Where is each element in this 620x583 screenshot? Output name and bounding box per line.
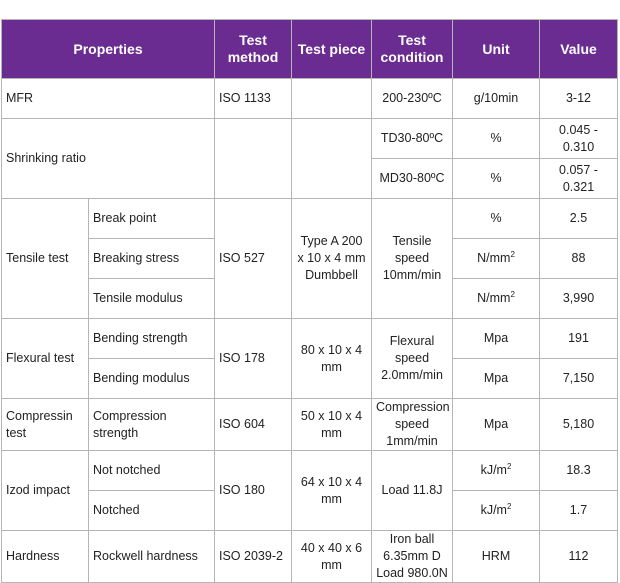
mfr-unit: g/10min bbox=[453, 79, 540, 119]
shrinking-method bbox=[215, 119, 292, 199]
flexural-modulus-value: 7,150 bbox=[540, 359, 618, 399]
izod-not-notched-label: Not notched bbox=[89, 451, 215, 491]
hardness-property: Hardness bbox=[2, 531, 89, 583]
tensile-modulus-value: 3,990 bbox=[540, 279, 618, 319]
header-unit: Unit bbox=[453, 20, 540, 79]
row-compression bbox=[2, 399, 618, 451]
tensile-piece: Type A 200 x 10 x 4 mm Dumbbell bbox=[292, 199, 372, 319]
shrinking-piece bbox=[292, 119, 372, 199]
tensile-stress-unit-base: N/mm bbox=[477, 251, 511, 265]
header-test-method: Test method bbox=[215, 20, 292, 79]
izod-notched-unit-exp: 2 bbox=[506, 501, 512, 511]
flexural-strength-unit: Mpa bbox=[453, 319, 540, 359]
row-izod-not-notched bbox=[2, 451, 618, 491]
flexural-strength-value: 191 bbox=[540, 319, 618, 359]
flexural-method: ISO 178 bbox=[215, 319, 292, 399]
tensile-break-value: 2.5 bbox=[540, 199, 618, 239]
tensile-stress-unit-exp: 2 bbox=[510, 249, 515, 259]
flexural-property: Flexural test bbox=[2, 319, 89, 399]
mfr-value: 3-12 bbox=[540, 79, 618, 119]
compression-condition: Compression speed 1mm/min bbox=[372, 399, 453, 451]
izod-not-notched-unit-exp: 2 bbox=[506, 461, 512, 471]
row-mfr bbox=[2, 79, 618, 119]
shrinking-md-condition: MD30-80ºC bbox=[372, 159, 453, 199]
izod-condition: Load 11.8J bbox=[372, 451, 453, 531]
compression-property: Compressin test bbox=[2, 399, 89, 451]
tensile-stress-label: Breaking stress bbox=[89, 239, 215, 279]
row-tensile-break bbox=[2, 199, 618, 239]
tensile-modulus-unit-base: N/mm bbox=[477, 291, 511, 305]
flexural-piece: 80 x 10 x 4 mm bbox=[292, 319, 372, 399]
izod-notched-unit-base: kJ/m bbox=[480, 503, 507, 517]
compression-method: ISO 604 bbox=[215, 399, 292, 451]
flexural-modulus-label: Bending modulus bbox=[89, 359, 215, 399]
row-hardness bbox=[2, 531, 618, 583]
tensile-property: Tensile test bbox=[2, 199, 89, 319]
tensile-modulus-label: Tensile modulus bbox=[89, 279, 215, 319]
row-shrinking-td bbox=[2, 119, 618, 159]
hardness-piece: 40 x 40 x 6 mm bbox=[292, 531, 372, 583]
izod-notched-value: 1.7 bbox=[540, 491, 618, 531]
izod-not-notched-unit-base: kJ/m bbox=[480, 463, 507, 477]
hardness-sub: Rockwell hardness bbox=[89, 531, 215, 583]
hardness-value: 112 bbox=[540, 531, 618, 583]
tensile-method: ISO 527 bbox=[215, 199, 292, 319]
mfr-property: MFR bbox=[2, 79, 215, 119]
hardness-method: ISO 2039-2 bbox=[215, 531, 292, 583]
tensile-break-label: Break point bbox=[89, 199, 215, 239]
tensile-modulus-unit bbox=[453, 279, 540, 319]
compression-piece: 50 x 10 x 4 mm bbox=[292, 399, 372, 451]
flexural-strength-label: Bending strength bbox=[89, 319, 215, 359]
compression-unit: Mpa bbox=[453, 399, 540, 451]
header-properties: Properties bbox=[2, 20, 215, 79]
properties-table bbox=[1, 19, 618, 583]
compression-sub: Compression strength bbox=[89, 399, 215, 451]
tensile-break-unit: % bbox=[453, 199, 540, 239]
header-row bbox=[2, 20, 618, 79]
shrinking-md-unit: % bbox=[453, 159, 540, 199]
header-test-piece: Test piece bbox=[292, 20, 372, 79]
mfr-method: ISO 1133 bbox=[215, 79, 292, 119]
row-flexural-strength bbox=[2, 319, 618, 359]
shrinking-td-condition: TD30-80ºC bbox=[372, 119, 453, 159]
hardness-unit: HRM bbox=[453, 531, 540, 583]
izod-piece: 64 x 10 x 4 mm bbox=[292, 451, 372, 531]
izod-method: ISO 180 bbox=[215, 451, 292, 531]
flexural-modulus-unit: Mpa bbox=[453, 359, 540, 399]
flexural-condition: Flexural speed 2.0mm/min bbox=[372, 319, 453, 399]
izod-not-notched-unit bbox=[453, 451, 540, 491]
header-test-condition: Test condition bbox=[372, 20, 453, 79]
tensile-modulus-unit-exp: 2 bbox=[510, 289, 515, 299]
header-value: Value bbox=[540, 20, 618, 79]
shrinking-property: Shrinking ratio bbox=[2, 119, 215, 199]
tensile-stress-unit bbox=[453, 239, 540, 279]
izod-notched-unit bbox=[453, 491, 540, 531]
shrinking-td-unit: % bbox=[453, 119, 540, 159]
izod-not-notched-value: 18.3 bbox=[540, 451, 618, 491]
mfr-condition: 200-230ºC bbox=[372, 79, 453, 119]
shrinking-md-value: 0.057 - 0.321 bbox=[540, 159, 618, 199]
compression-value: 5,180 bbox=[540, 399, 618, 451]
mfr-piece bbox=[292, 79, 372, 119]
hardness-condition: Iron ball 6.35mm D Load 980.0N bbox=[372, 531, 453, 583]
izod-notched-label: Notched bbox=[89, 491, 215, 531]
tensile-condition: Tensile speed 10mm/min bbox=[372, 199, 453, 319]
shrinking-td-value: 0.045 - 0.310 bbox=[540, 119, 618, 159]
izod-property: Izod impact bbox=[2, 451, 89, 531]
tensile-stress-value: 88 bbox=[540, 239, 618, 279]
